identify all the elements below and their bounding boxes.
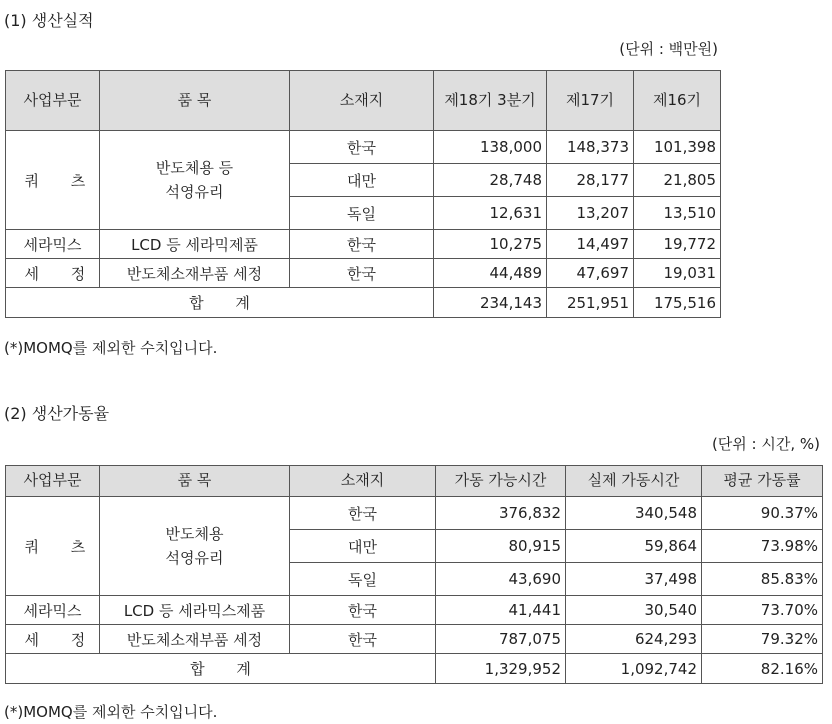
product-cell: 반도체소재부품 세정 — [100, 259, 290, 288]
value-cell: 340,548 — [566, 497, 702, 530]
value-cell: 10,275 — [434, 230, 547, 259]
location-cell: 독일 — [290, 563, 436, 596]
table-row — [6, 259, 721, 288]
table-row — [6, 596, 823, 625]
value-cell: 28,748 — [434, 164, 547, 197]
section2-unit: (단위 : 시간, %) — [711, 435, 820, 453]
total-value: 175,516 — [634, 288, 721, 318]
value-cell: 12,631 — [434, 197, 547, 230]
division-cell: 세라믹스 — [6, 596, 100, 625]
location-cell: 한국 — [290, 230, 434, 259]
product-cell: 반도체용 석영유리 — [100, 497, 290, 596]
table-row — [6, 131, 721, 164]
header-period-2: 제17기 — [547, 71, 634, 131]
location-cell: 대만 — [290, 530, 436, 563]
header-available-hours: 가동 가능시간 — [436, 466, 566, 497]
product-cell: 반도체소재부품 세정 — [100, 625, 290, 654]
location-cell: 한국 — [290, 596, 436, 625]
division-cell: 쿼 츠 — [6, 131, 100, 230]
total-value: 234,143 — [434, 288, 547, 318]
table-row — [6, 230, 721, 259]
header-division: 사업부문 — [6, 466, 100, 497]
header-period-1: 제18기 3분기 — [434, 71, 547, 131]
table-header-row — [6, 71, 721, 131]
value-cell: 138,000 — [434, 131, 547, 164]
value-cell: 73.98% — [702, 530, 823, 563]
header-actual-hours: 실제 가동시간 — [566, 466, 702, 497]
table-header-row — [6, 466, 823, 497]
value-cell: 90.37% — [702, 497, 823, 530]
total-value: 251,951 — [547, 288, 634, 318]
value-cell: 101,398 — [634, 131, 721, 164]
header-product: 품 목 — [100, 71, 290, 131]
value-cell: 37,498 — [566, 563, 702, 596]
value-cell: 13,207 — [547, 197, 634, 230]
header-period-3: 제16기 — [634, 71, 721, 131]
utilization-table — [5, 465, 823, 684]
value-cell: 41,441 — [436, 596, 566, 625]
value-cell: 73.70% — [702, 596, 823, 625]
header-location: 소재지 — [290, 71, 434, 131]
section1-unit: (단위 : 백만원) — [619, 40, 718, 58]
value-cell: 148,373 — [547, 131, 634, 164]
production-results-table — [5, 70, 721, 318]
total-value: 1,092,742 — [566, 654, 702, 684]
value-cell: 376,832 — [436, 497, 566, 530]
section1-note: (*)MOMQ를 제외한 수치입니다. — [4, 339, 218, 357]
value-cell: 28,177 — [547, 164, 634, 197]
value-cell: 80,915 — [436, 530, 566, 563]
table-row — [6, 497, 823, 530]
product-cell: LCD 등 세라믹스제품 — [100, 596, 290, 625]
value-cell: 13,510 — [634, 197, 721, 230]
total-row — [6, 654, 823, 684]
total-value: 82.16% — [702, 654, 823, 684]
total-label: 합 계 — [6, 654, 436, 684]
division-cell: 세 정 — [6, 625, 100, 654]
location-cell: 한국 — [290, 131, 434, 164]
value-cell: 85.83% — [702, 563, 823, 596]
value-cell: 21,805 — [634, 164, 721, 197]
product-cell: LCD 등 세라믹제품 — [100, 230, 290, 259]
value-cell: 19,031 — [634, 259, 721, 288]
total-row — [6, 288, 721, 318]
location-cell: 한국 — [290, 625, 436, 654]
section2-note: (*)MOMQ를 제외한 수치입니다. — [4, 703, 218, 721]
value-cell: 787,075 — [436, 625, 566, 654]
location-cell: 대만 — [290, 164, 434, 197]
table-row — [6, 625, 823, 654]
division-cell: 세 정 — [6, 259, 100, 288]
value-cell: 30,540 — [566, 596, 702, 625]
division-cell: 세라믹스 — [6, 230, 100, 259]
division-cell: 쿼 츠 — [6, 497, 100, 596]
total-label: 합 계 — [6, 288, 434, 318]
header-division: 사업부문 — [6, 71, 100, 131]
section1-heading: (1) 생산실적 — [4, 11, 94, 30]
value-cell: 79.32% — [702, 625, 823, 654]
location-cell: 한국 — [290, 497, 436, 530]
header-product: 품 목 — [100, 466, 290, 497]
value-cell: 624,293 — [566, 625, 702, 654]
header-average-rate: 평균 가동률 — [702, 466, 823, 497]
value-cell: 19,772 — [634, 230, 721, 259]
section2-heading: (2) 생산가동율 — [4, 404, 110, 423]
value-cell: 43,690 — [436, 563, 566, 596]
value-cell: 47,697 — [547, 259, 634, 288]
location-cell: 독일 — [290, 197, 434, 230]
value-cell: 44,489 — [434, 259, 547, 288]
value-cell: 59,864 — [566, 530, 702, 563]
total-value: 1,329,952 — [436, 654, 566, 684]
location-cell: 한국 — [290, 259, 434, 288]
product-cell: 반도체용 등 석영유리 — [100, 131, 290, 230]
header-location: 소재지 — [290, 466, 436, 497]
value-cell: 14,497 — [547, 230, 634, 259]
